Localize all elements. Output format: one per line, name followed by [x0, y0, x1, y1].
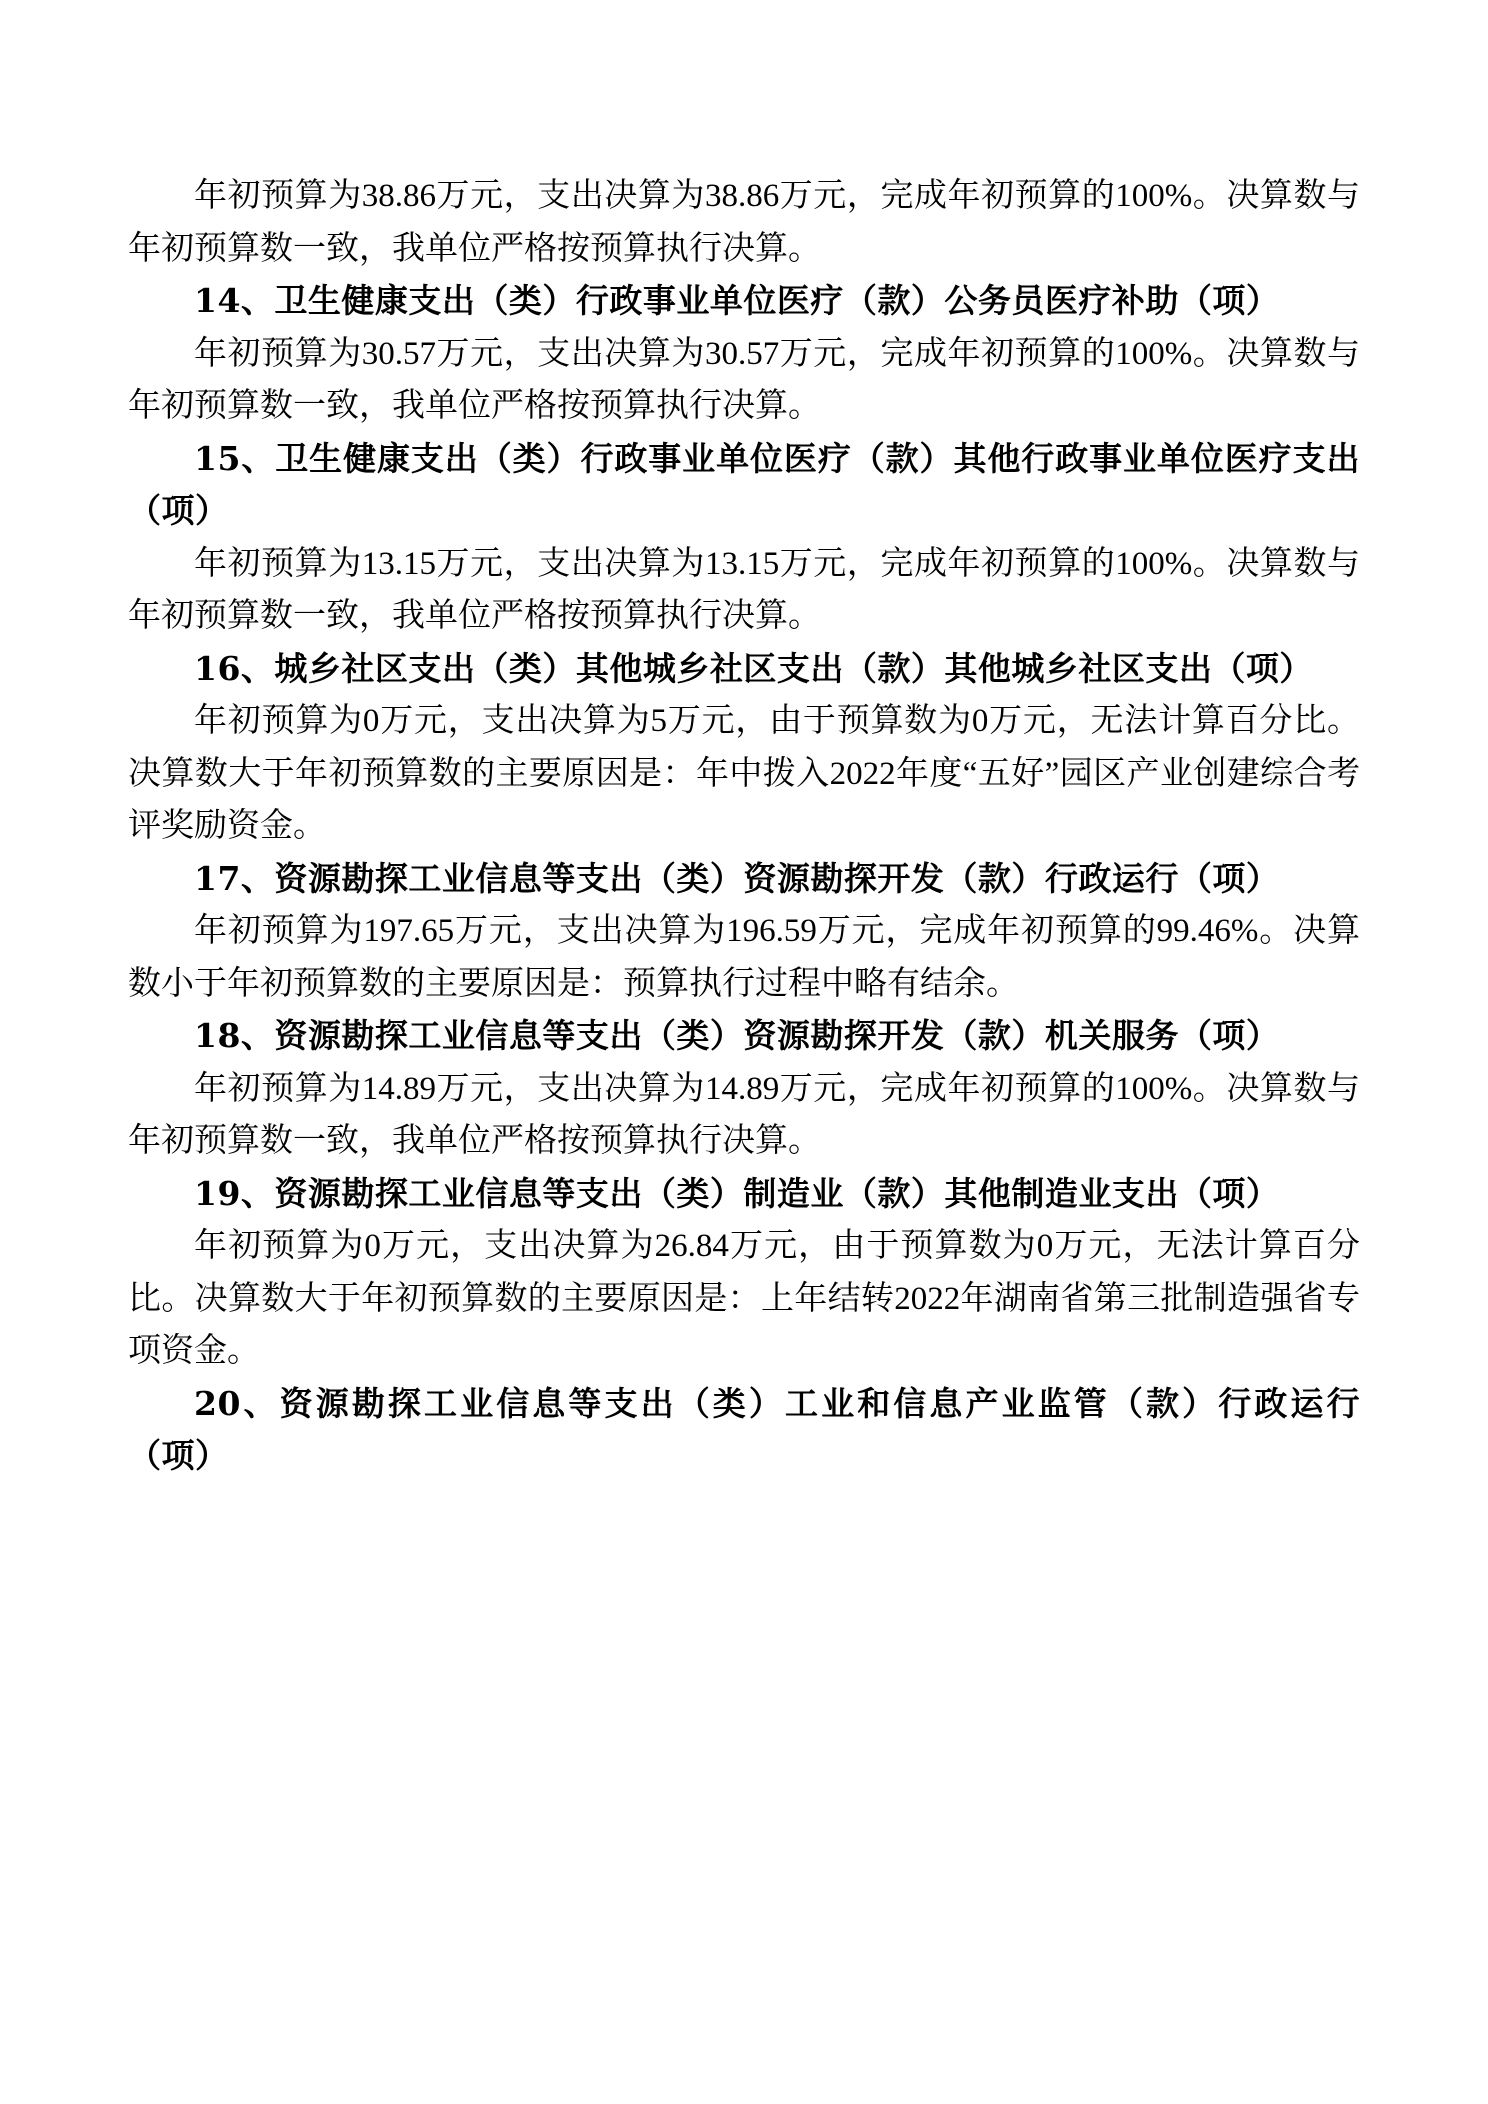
paragraph-item-19-detail: 年初预算为0万元，支出决算为26.84万元，由于预算数为0万元，无法计算百分比。决算数大于年初预算数的主要原因是：上年结转2022年湖南省第三批制造强省专项资金。 [128, 1228, 1360, 1369]
section-heading-16: 16、城乡社区支出（类）其他城乡社区支出（款）其他城乡社区支出（项） [194, 648, 1313, 688]
paragraph-item-16-detail: 年初预算为0万元，支出决算为5万元，由于预算数为0万元，无法计算百分比。决算数大于年初预算数的主要原因是：年中拨入2022年度“五好”园区产业创建综合考评奖励资金。 [128, 703, 1360, 844]
paragraph-item-17-detail: 年初预算为197.65万元，支出决算为196.59万元，完成年初预算的99.46%。决算数小于年初预算数的主要原因是：预算执行过程中略有结余。 [128, 913, 1360, 1002]
paragraph-item-13-detail: 年初预算为38.86万元，支出决算为38.86万元，完成年初预算的100%。决算数与年初预算数一致，我单位严格按预算执行决算。 [128, 178, 1360, 267]
section-heading-20: 20、资源勘探工业信息等支出（类）工业和信息产业监管（款）行政运行（项） [128, 1383, 1360, 1475]
paragraph-item-14-detail: 年初预算为30.57万元，支出决算为30.57万元，完成年初预算的100%。决算数与年初预算数一致，我单位严格按预算执行决算。 [128, 335, 1360, 424]
section-heading-15: 15、卫生健康支出（类）行政事业单位医疗（款）其他行政事业单位医疗支出（项） [128, 438, 1360, 530]
section-heading-19: 19、资源勘探工业信息等支出（类）制造业（款）其他制造业支出（项） [194, 1173, 1280, 1213]
section-heading-14: 14、卫生健康支出（类）行政事业单位医疗（款）公务员医疗补助（项） [194, 281, 1280, 320]
paragraph-item-15-detail: 年初预算为13.15万元，支出决算为13.15万元，完成年初预算的100%。决算数与年初预算数一致，我单位严格按预算执行决算。 [128, 545, 1360, 634]
document-body [128, 170, 1360, 1483]
paragraph-item-18-detail: 年初预算为14.89万元，支出决算为14.89万元，完成年初预算的100%。决算数与年初预算数一致，我单位严格按预算执行决算。 [128, 1070, 1360, 1159]
section-heading-17: 17、资源勘探工业信息等支出（类）资源勘探开发（款）行政运行（项） [194, 858, 1280, 898]
section-heading-18: 18、资源勘探工业信息等支出（类）资源勘探开发（款）机关服务（项） [194, 1016, 1280, 1055]
